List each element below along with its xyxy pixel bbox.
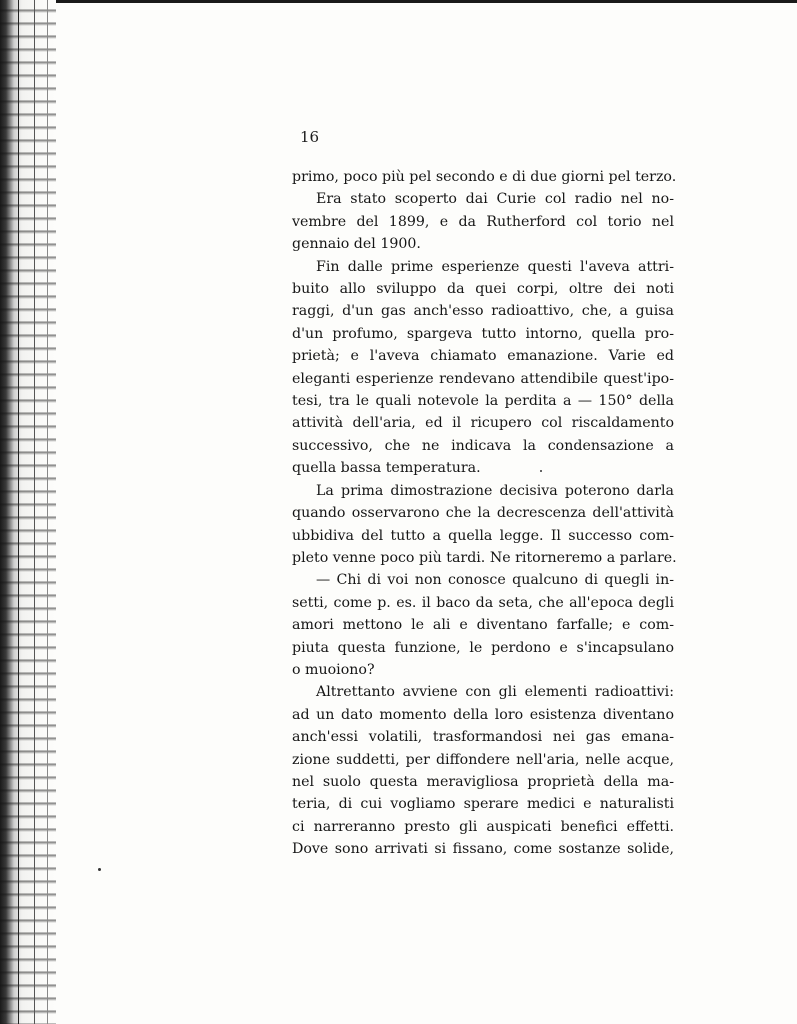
text-line: tesi, tra le quali notevole la perdita a — 150° della [292,393,674,410]
text-line: buito allo sviluppo da quei corpi, oltre dei noti [292,281,674,298]
text-line: piuta questa funzione, le perdono e s'incapsulano [292,639,674,656]
text-line: — Chi di voi non conosce qualcuno di quegli in- [316,572,674,589]
text-line: Fin dalle prime esperienze questi l'aveva attri- [316,258,674,275]
text-line: quando osservarono che la decrescenza dell'attività [292,505,674,522]
text-line: quella bassa temperatura. [292,460,481,477]
text-line: attività dell'aria, ed il ricupero col riscaldamento [292,415,674,432]
binding-line [47,0,48,1024]
text-line: raggi, d'un gas anch'esso radioattivo, che, a guisa [292,303,674,320]
speck [98,868,101,871]
text-line: setti, come p. es. il baco da seta, che all'epoca degli [292,594,674,611]
binding-line [34,0,35,1024]
text-line: primo, poco più pel secondo e di due giorni pel terzo. [292,169,677,185]
text-line: d'un profumo, spargeva tutto intorno, quella pro- [292,325,674,342]
text-line: Era stato scoperto dai Curie col radio nel no- [316,191,674,208]
text-line: anch'essi volatili, trasformandosi nei gas emana- [292,729,674,746]
text-line: ubbidiva del tutto a quella legge. Il successo com- [292,527,674,544]
text-line: zione suddetti, per diffondere nell'aria, nelle acque, [292,751,674,768]
text-line: pleto venne poco più tardi. Ne ritorneremo a parlare. [292,549,677,566]
text-line: successivo, che ne indicava la condensazione a [292,437,674,454]
text-line: eleganti esperienze rendevano attendibile quest'ipo- [292,370,674,387]
text-line: ci narreranno presto gli auspicati benefici effetti. [292,818,674,835]
body-text [292,166,677,861]
page-number: 16 [300,128,320,146]
top-edge-rule [0,0,797,3]
binding-line [18,0,19,1024]
text-line: gennaio del 1900. [292,236,421,253]
text-line: nel suolo questa meravigliosa proprietà della ma- [292,773,674,790]
text-line: vembre del 1899, e da Rutherford col torio nel [292,213,674,230]
text-line: ad un dato momento della loro esistenza diventano [292,706,674,723]
text-line: Altrettanto avviene con gli elementi radioattivi: [316,684,674,701]
text-line: Dove sono arrivati si fissano, come sostanze solide, [292,841,674,858]
text-line: o muoiono? [292,661,375,678]
text-line: La prima dimostrazione decisiva poterono darla [316,482,674,499]
text-line: teria, di cui vogliamo sperare medici e naturalisti [292,796,674,813]
speck [540,470,542,472]
text-line: amori mettono le ali e diventano farfalle; e com- [292,617,674,634]
text-line: prietà; e l'aveva chiamato emanazione. Varie ed [292,348,674,365]
